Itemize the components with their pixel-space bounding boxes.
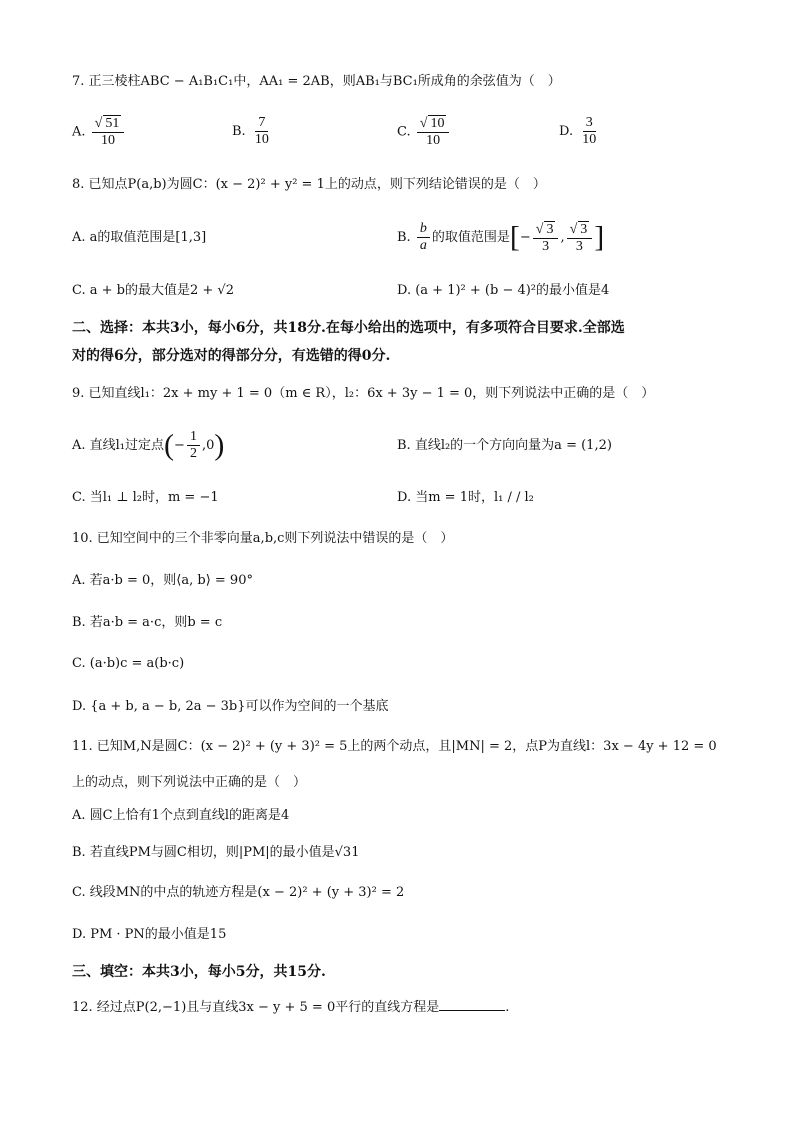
q10-stem: 10. 已知空间中的三个非零向量a,b,c则下列说法中错误的是（ ）	[72, 531, 454, 546]
q10-option-a: A. 若a·b = 0，则⟨a, b⟩ = 90°	[72, 573, 253, 588]
q9-option-b: B. 直线l₂的一个方向向量为a = (1,2)	[397, 438, 612, 453]
q9-option-a: A. 直线l₁过定点(− $\frac{1}{2}$ ,0)	[72, 428, 225, 462]
q10-option-b: B. 若a·b = a·c，则b = c	[72, 615, 223, 630]
q8-option-a: A. a的取值范围是[1,3]	[72, 230, 207, 245]
q11-option-b: B. 若直线PM与圆C相切，则|PM|的最小值是√31	[72, 845, 360, 860]
q7-stem: 7. 正三棱柱ABC − A₁B₁C₁中，AA₁ = 2AB，则AB₁与BC₁所成角的余弦值为（ ）	[72, 74, 561, 89]
section-3-heading: 三、填空：本共3小，每小5分，共15分.	[72, 964, 326, 980]
q8-stem: 8. 已知点P(a,b)为圆C：(x − 2)² + y² = 1上的动点，则下列结论错误的是（ ）	[72, 177, 546, 192]
q11-stem-line1: 11. 已知M,N是圆C：(x − 2)² + (y + 3)² = 5上的两个动点，且|MN| = 2，点P为直线l：3x − 4y + 12 = 0	[72, 739, 717, 754]
q8-option-d: D. (a + 1)² + (b − 4)²的最小值是4	[397, 283, 610, 298]
q12-stem: 12. 经过点P(2,−1)且与直线3x − y + 5 = 0平行的直线方程是 .	[72, 1000, 510, 1015]
q10-option-c: C. (a·b)c = a(b·c)	[72, 656, 185, 671]
q12-answer-blank[interactable]	[439, 1010, 505, 1011]
q11-stem-line2: 上的动点，则下列说法中正确的是（ ）	[72, 775, 307, 790]
q7-option-c: C. √ $\frac{10}{10}$	[397, 115, 451, 149]
q11-option-c: C. 线段MN的中点的轨迹方程是(x − 2)² + (y + 3)² = 2	[72, 885, 405, 900]
section-2-heading-line1: 二、选择：本共3小，每小6分，共18分.在每小给出的选项中，有多项符合目要求.全部选	[72, 320, 625, 336]
q9-option-c: C. 当l₁ ⊥ l₂时，m = −1	[72, 490, 219, 505]
q9-option-d: D. 当m = 1时，l₁ / / l₂	[397, 490, 534, 505]
q7-option-d: D. $\frac{3}{10}$	[559, 115, 597, 147]
q11-option-d: D. PM · PN的最小值是15	[72, 927, 227, 942]
q7-option-b: B. $\frac{7}{10}$	[232, 115, 269, 147]
q8-option-c: C. a + b的最大值是2 + √2	[72, 283, 234, 298]
section-2-heading-line2: 对的得6分，部分选对的得部分分，有选错的得0分.	[72, 348, 391, 364]
q7-option-a: A. √ $\frac{51}{10}$	[72, 115, 126, 149]
q8-option-b: B. $\frac{b}{a}$ 的取值范围是[− √ $\frac{3}{3}$ , √ $\frac{3}{3}$ ]	[397, 218, 604, 258]
q9-stem: 9. 已知直线l₁：2x + my + 1 = 0（m ∈ R），l₂：6x + 3y − 1 = 0，则下列说法中正确的是（ ）	[72, 386, 655, 401]
q11-option-a: A. 圆C上恰有1个点到直线l的距离是4	[72, 808, 290, 823]
q10-option-d: D. {a + b, a − b, 2a − 3b}可以作为空间的一个基底	[72, 699, 389, 714]
